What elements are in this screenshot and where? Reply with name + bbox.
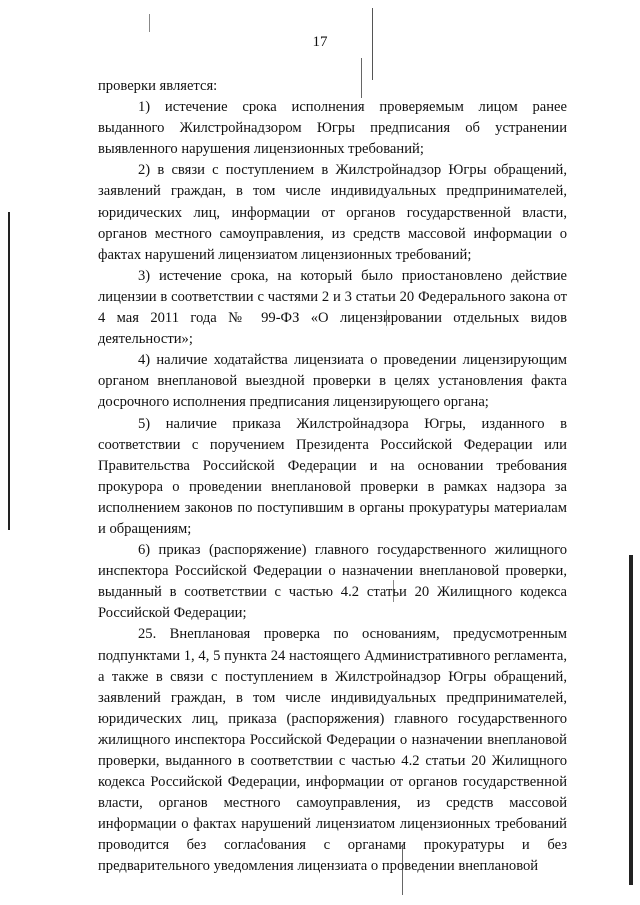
paragraph-item-1: 1) истечение срока исполнения проверяемым лицом ранее выданного Жилстройнадзором Югры предписания об устранении выявленного нарушения лицензионных требований; (98, 99, 567, 158)
document-body (98, 76, 567, 878)
paragraph-intro: проверки является: (98, 78, 218, 94)
scan-artifact-right (629, 555, 633, 885)
paragraph-item-6: 6) приказ (распоряжение) главного государственного жилищного инспектора Российской Федерации о назначении внеплановой проверки, выданный в соответствии с частью 4.2 статьи 20 Жилищного кодекса Российской Федерации; (98, 542, 567, 622)
scan-artifact-left (8, 212, 10, 530)
paragraph-item-5: 5) наличие приказа Жилстройнадзора Югры, изданного в соответствии с поручением Президента Российской Федерации или Правительства Российской Федерации и на основании требования прокурора о проведении внеплановой проверки в рамках надзора за исполнением законов по поступившим в органы прокуратуры материалам и обращениям; (98, 415, 567, 537)
paragraph-item-2: 2) в связи с поступлением в Жилстройнадзор Югры обращений, заявлений граждан, в том числе индивидуальных предпринимателей, юридических лиц, информации от органов государственной власти, органов местного самоуправления, из средств массовой информации о фактах нарушений лицензиатом лицензионных требований; (98, 162, 567, 263)
scan-artifact-tick (149, 14, 150, 32)
paragraph-section-25: 25. Внеплановая проверка по основаниям, предусмотренным подпунктами 1, 4, 5 пункта 24 настоящего Административного регламента, а также в связи с поступлением в Жилстройнадзор Югры обращений, заявлений граждан, в том числе индивидуальных предпринимателей, юридических лиц, приказа (распоряжения) главного государственного жилищного инспектора Российской Федерации о назначении внеплановой проверки, выданного в соответствии с частью 4.2 статьи 20 Жилищного кодекса Российской Федерации, информации от органов государственной власти, органов местного самоуправления, из средств массовой информации о фактах нарушений лицензиатом лицензионных требований проводится без согласования с органами прокуратуры и без предварительного уведомления лицензиата о проведении внеплановой (98, 626, 567, 875)
paragraph-item-4: 4) наличие ходатайства лицензиата о проведении лицензирующим органом внеплановой выездной проверки в целях установления факта досрочного исполнения предписания лицензирующего органа; (98, 352, 567, 411)
paragraph-item-3: 3) истечение срока, на который было приостановлено действие лицензии в соответствии с частями 2 и 3 статьи 20 Федерального закона от 4 мая 2011 года № 99-ФЗ «О лицензировании отдельных видов деятельности»; (98, 267, 567, 348)
page-number: 17 (312, 34, 328, 50)
